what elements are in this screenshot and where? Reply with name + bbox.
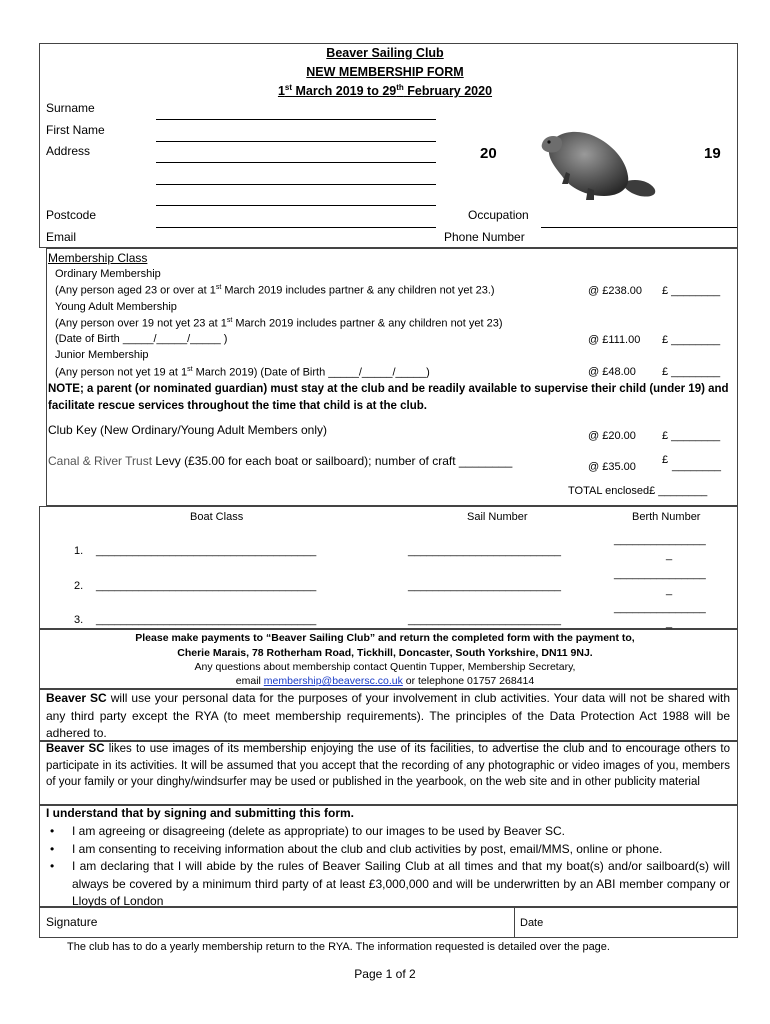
year-left: 20 [480, 145, 497, 162]
ordinary-price: @ £238.00 [588, 285, 642, 297]
signature-divider [514, 907, 515, 938]
surname-label: Surname [46, 101, 95, 115]
declaration-item: • I am declaring that I will abide by the rules of Beaver Sailing Club at all times and that my boat(s) and/or sailboard(s) will always be covered by a minimum third party of at least £3,000,000 and will be underwritten by an ABI member company or Lloyds of London [46, 858, 730, 911]
boat-row-2-berth-field[interactable]: _______________ [614, 568, 706, 580]
young-desc: (Any person over 19 not yet 23 at 1st March 2019 includes partner & any children not yet 23) [55, 317, 503, 330]
first-name-label: First Name [46, 123, 105, 137]
boat-row-1-berth-field-wrap: _ [666, 549, 673, 561]
boat-row-3-class-field[interactable]: ____________________________________ [96, 614, 317, 626]
postcode-label: Postcode [46, 208, 97, 222]
young-amount-field[interactable]: £ ________ [662, 334, 721, 346]
first-name-field[interactable] [156, 141, 436, 142]
year-right: 19 [704, 145, 721, 162]
boat-row-3-berth-field-wrap: _ [666, 617, 673, 629]
boat-row-1-class-field[interactable]: ____________________________________ [96, 545, 317, 557]
supervision-note: NOTE; a parent (or nominated guardian) must stay at the club and be readily available to supervise their child (under 19) and facilitate rescue services throughout the time that child is at the club. [48, 383, 729, 412]
address-field-2[interactable] [156, 184, 436, 185]
phone-label: Phone Number [444, 230, 525, 244]
canal-pound-sign: £ [662, 454, 669, 466]
period-title: 1st March 2019 to 29th February 2020 [277, 83, 493, 99]
canal-amount-field[interactable]: ________ [672, 460, 721, 472]
club-key-amount-field[interactable]: £ ________ [662, 430, 721, 442]
junior-title: Junior Membership [55, 349, 149, 361]
signature-field[interactable]: Signature [46, 915, 98, 929]
young-price: @ £111.00 [588, 334, 641, 346]
declaration-list [46, 823, 730, 911]
images-statement: Beaver SC likes to use images of its membership enjoying the use of its facilities, to advertise the club and to encourage others to participate in its activities. It will be assumed that you accept that the recording of any photographic or video images of you, members of your family or your dinghy/windsurfer may be used or published in the yearbook, on the web site and in other publicity material [46, 743, 730, 788]
payment-address: Cherie Marais, 78 Rotherham Road, Tickhill, Doncaster, South Yorkshire, DN11 9NJ. [177, 647, 593, 659]
boat-row-3-berth-field[interactable]: _______________ [614, 602, 706, 614]
page-number: Page 1 of 2 [354, 967, 416, 981]
boat-row-2-number: 2. [74, 580, 84, 592]
boat-row-2-sail-field[interactable]: _________________________ [408, 580, 561, 592]
young-dob-field[interactable]: (Date of Birth _____/_____/_____ ) [55, 333, 228, 345]
form-title: NEW MEMBERSHIP FORM [306, 65, 464, 79]
occupation-label: Occupation [468, 208, 529, 222]
canal-levy-label: Canal & River Trust Levy (£35.00 for each boat or sailboard); number of craft ________ [48, 454, 513, 468]
berth-number-header: Berth Number [632, 511, 701, 523]
boat-row-2-berth-field-wrap: _ [666, 584, 673, 596]
boat-class-header: Boat Class [190, 511, 244, 523]
signature-box [39, 907, 738, 938]
surname-field[interactable] [156, 119, 436, 120]
address-label: Address [46, 144, 91, 158]
total-enclosed[interactable]: TOTAL enclosed£ ________ [568, 485, 708, 497]
declaration-heading: I understand that by signing and submitting this form. [46, 806, 354, 820]
membership-heading: Membership Class [48, 251, 148, 265]
contact-details: email membership@beaversc.co.uk or telephone 01757 268414 [235, 675, 535, 687]
address-field-1[interactable] [156, 162, 436, 163]
boat-row-1-sail-field[interactable]: _________________________ [408, 545, 561, 557]
address-field-3[interactable] [156, 205, 436, 206]
junior-price: @ £48.00 [588, 366, 636, 378]
boat-row-3-number: 3. [74, 614, 84, 626]
boat-row-1-number: 1. [74, 545, 84, 557]
club-key-label: Club Key (New Ordinary/Young Adult Members only) [48, 423, 328, 437]
boat-row-1-berth-field[interactable]: _______________ [614, 534, 706, 546]
payment-instruction: Please make payments to “Beaver Sailing Club” and return the completed form with the payment to, [135, 632, 635, 644]
ordinary-title: Ordinary Membership [55, 268, 161, 280]
boat-row-3-sail-field[interactable]: _________________________ [408, 614, 561, 626]
canal-levy-price: @ £35.00 [588, 461, 636, 473]
club-key-price: @ £20.00 [588, 430, 636, 442]
date-field[interactable]: Date [520, 917, 544, 929]
privacy-statement: Beaver SC will use your personal data for the purposes of your involvement in club activities. Your data will not be shared with any third party except the RYA (to meet membership requirements). The principles of the Data Protection Act 1988 will be adhered to. [46, 691, 730, 740]
membership-contact: Any questions about membership contact Quentin Tupper, Membership Secretary, [194, 661, 576, 673]
bullet-icon: • [50, 841, 55, 856]
boat-row-2-class-field[interactable]: ____________________________________ [96, 580, 317, 592]
ordinary-amount-field[interactable]: £ ________ [662, 285, 721, 297]
club-title: Beaver Sailing Club [326, 46, 444, 60]
membership-email-link[interactable]: membership@beaversc.co.uk [263, 675, 403, 687]
postcode-field[interactable] [156, 227, 436, 228]
rya-return-note: The club has to do a yearly membership return to the RYA. The information requested is detailed over the page. [67, 941, 610, 953]
beaver-icon [536, 126, 660, 204]
declaration-item: • I am agreeing or disagreeing (delete as appropriate) to our images to be used by Beaver SC. [46, 823, 730, 841]
email-label: Email [46, 230, 77, 244]
ordinary-desc: (Any person aged 23 or over at 1st March 2019 includes partner & any children not yet 23.) [55, 284, 495, 297]
young-title: Young Adult Membership [55, 301, 177, 313]
declaration-item: • I am consenting to receiving information about the club and club activities by post, email/MMS, online or phone. [46, 841, 730, 859]
bullet-icon: • [50, 824, 55, 838]
sail-number-header: Sail Number [467, 511, 528, 523]
junior-amount-field[interactable]: £ ________ [662, 366, 721, 378]
bullet-icon: • [50, 859, 55, 873]
junior-desc: (Any person not yet 19 at 1st March 2019) (Date of Birth _____/_____/_____) [55, 366, 430, 379]
occupation-field[interactable] [541, 227, 737, 228]
